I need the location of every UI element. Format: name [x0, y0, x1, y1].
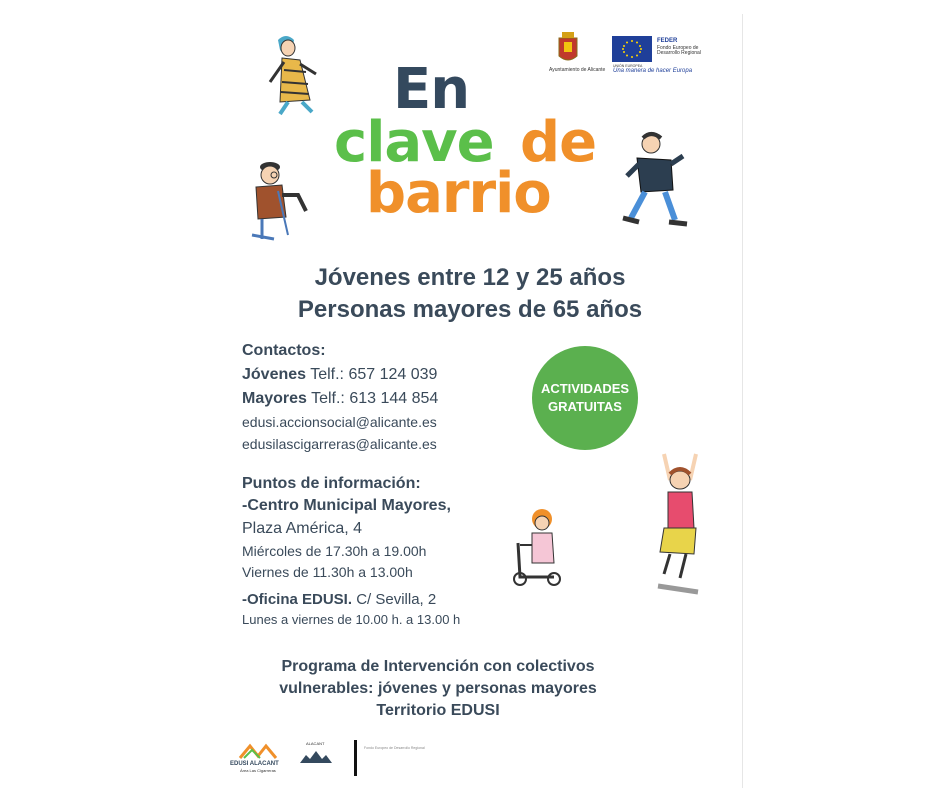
- badge-line2: GRATUITAS: [548, 399, 622, 414]
- ayuntamiento-crest-icon: [553, 30, 583, 66]
- fine-print: [364, 746, 474, 751]
- feder-fund-label: Fondo Europeo de Desarrollo Regional: [657, 45, 701, 56]
- center-hours-wednesday: Miércoles de 17.30h a 19.00h: [242, 543, 427, 559]
- title-en: En: [393, 57, 470, 122]
- woman-dancing-illustration-icon: [258, 30, 328, 118]
- elderly-man-chair-illustration-icon: [242, 155, 314, 245]
- badge-line1: ACTIVIDADES: [540, 381, 630, 396]
- edusi-label: EDUSI ALACANT: [230, 761, 279, 767]
- young-man-walking-illustration-icon: [617, 130, 697, 236]
- audience-youth: Jóvenes entre 12 y 25 años: [314, 264, 626, 291]
- edusi-logo-icon: [238, 742, 278, 760]
- free-activities-badge: [532, 346, 638, 450]
- alacant-label: ALACANT: [306, 741, 325, 746]
- office-address: C/ Sevilla, 2: [356, 591, 437, 608]
- eu-flag-icon: [612, 36, 652, 62]
- contacts-heading: Contactos:: [242, 342, 326, 359]
- center-address: Plaza América, 4: [242, 520, 363, 537]
- audience-elderly: Personas mayores de 65 años: [297, 296, 643, 323]
- program-line1: Programa de Intervención con colectivos: [281, 658, 595, 675]
- edusi-sub-label: Área Las Cigarreras: [240, 768, 276, 773]
- logos-divider: [354, 740, 357, 776]
- elderly-contact: [242, 390, 438, 408]
- woman-jumping-illustration-icon: [650, 450, 706, 598]
- youth-label: Jóvenes: [242, 366, 307, 383]
- office-line: [242, 591, 436, 608]
- youth-contact: [242, 366, 437, 384]
- center-hours-friday: Viernes de 11.30h a 13.00h: [242, 564, 413, 580]
- office-hours: Lunes a viernes de 10.00 h. a 13.00 h: [242, 612, 461, 627]
- title-clave: clave: [334, 110, 494, 175]
- title-de: de: [520, 110, 597, 175]
- elderly-phone[interactable]: Telf.: 613 144 854: [311, 390, 439, 407]
- feder-label: FEDER: [657, 38, 678, 44]
- eu-motto-label: Una manera de hacer Europa: [613, 68, 693, 74]
- center-name: -Centro Municipal Mayores,: [242, 497, 451, 514]
- title-barrio: barrio: [366, 161, 551, 226]
- email-accionsocial[interactable]: edusi.accionsocial@alicante.es: [242, 414, 437, 430]
- youth-phone[interactable]: Telf.: 657 124 039: [310, 366, 438, 383]
- office-name: -Oficina EDUSI.: [242, 591, 353, 608]
- email-cigarreras[interactable]: edusilascigarreras@alicante.es: [242, 436, 437, 452]
- program-line2: vulnerables: jóvenes y personas mayores: [279, 680, 597, 697]
- alacant-city-logo-icon: [298, 745, 334, 765]
- info-heading: Puntos de información:: [242, 475, 421, 492]
- fine-print-feder: Fondo Europeo de Desarrollo Regional: [364, 746, 425, 750]
- eu-union-label: UNIÓN EUROPEA: [613, 64, 643, 68]
- girl-scooter-illustration-icon: [508, 505, 568, 589]
- elderly-label: Mayores: [242, 390, 307, 407]
- program-line3: Territorio EDUSI: [376, 702, 500, 719]
- ayuntamiento-label: Ayuntamiento de Alicante: [549, 67, 606, 73]
